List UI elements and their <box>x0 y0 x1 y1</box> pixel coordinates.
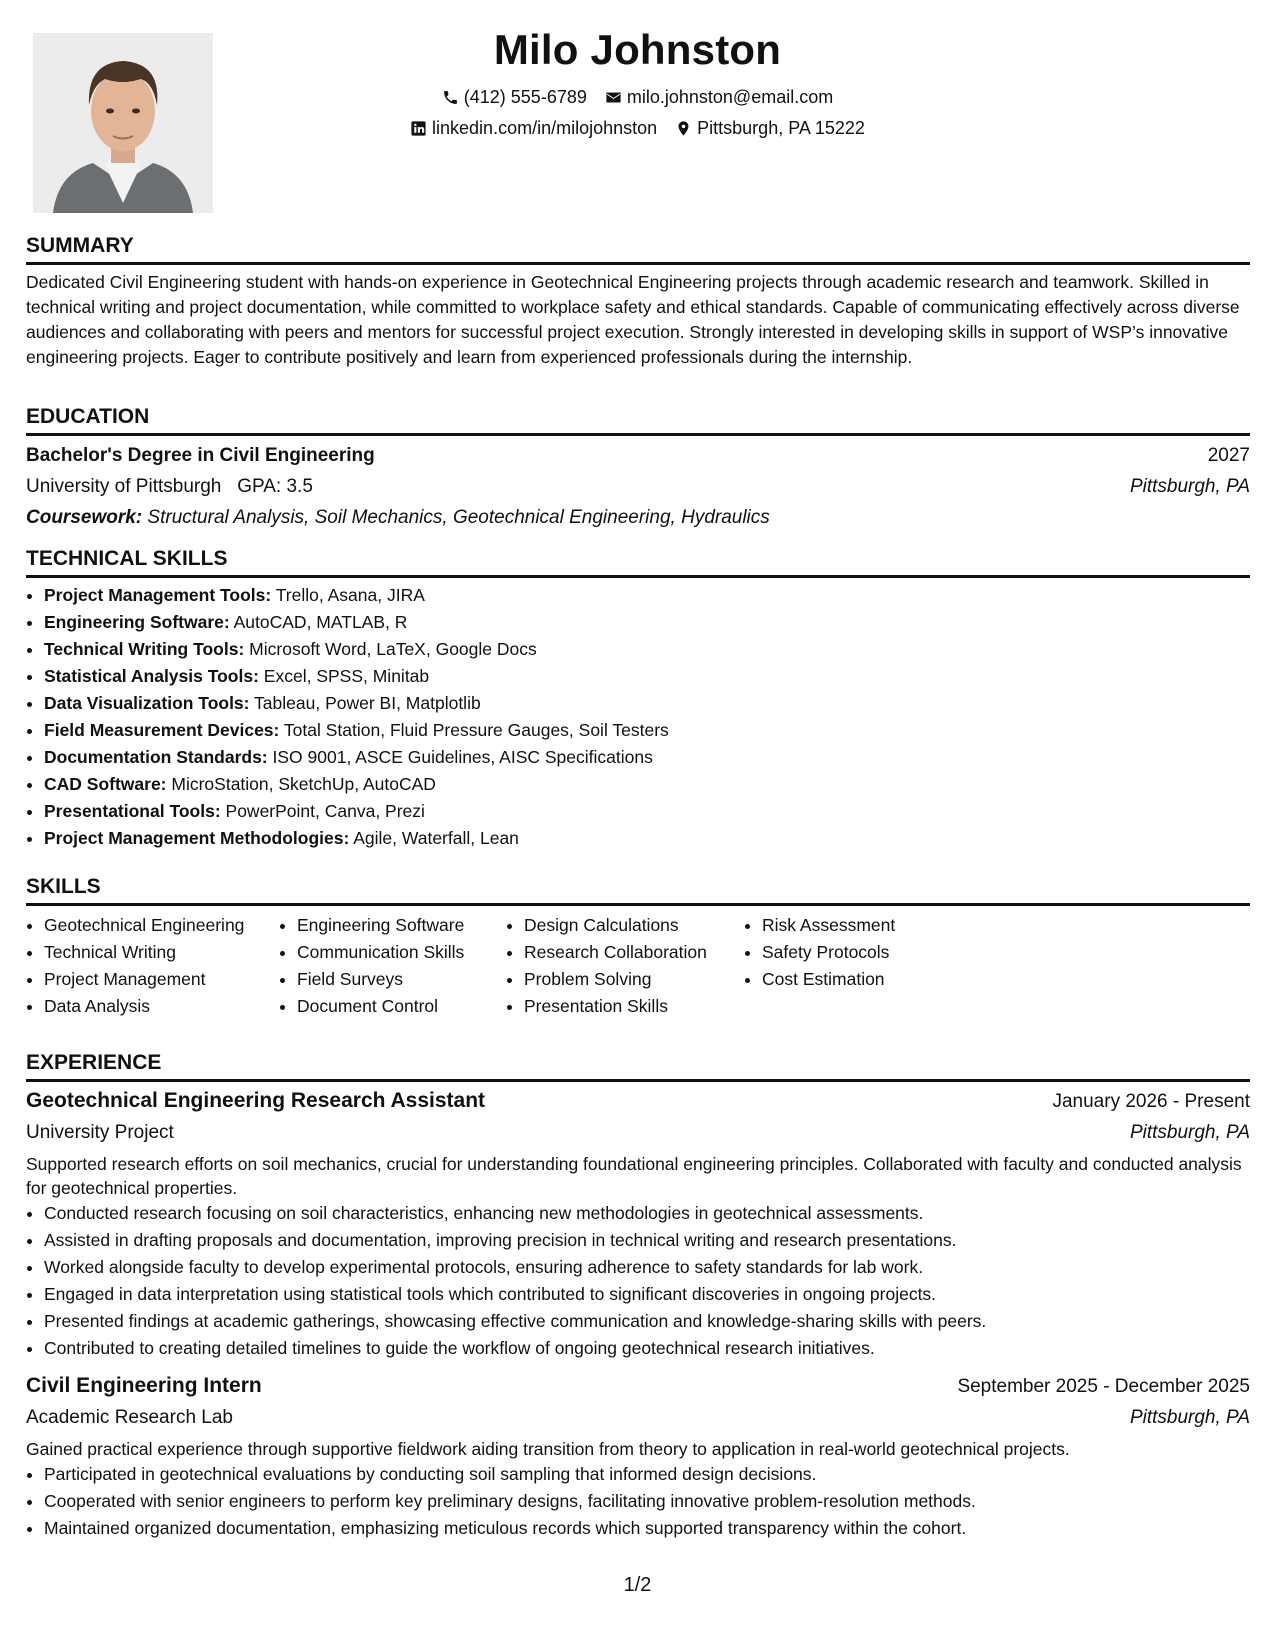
page-number: 1/2 <box>623 1574 652 1596</box>
school-location: Pittsburgh, PA <box>1129 476 1250 497</box>
list-item <box>44 582 1250 609</box>
skills-column-4 <box>744 912 962 1020</box>
job-location: Pittsburgh, PA <box>1129 1122 1250 1143</box>
contact-line-1 <box>0 82 1275 113</box>
phone-icon <box>442 89 459 106</box>
list-item: • Cooperated with senior engineers to perform key preliminary designs, facilitating innovative problem-resolution methods. <box>44 1488 1250 1515</box>
contact-line-2 <box>0 113 1275 144</box>
skill-category: Data Visualization Tools: <box>44 693 250 713</box>
degree-name: Bachelor's Degree in Civil Engineering <box>26 445 375 466</box>
job-entry <box>26 1084 1250 1362</box>
list-item: • Contributed to creating detailed timelines to guide the workflow of ongoing geotechnical research initiatives. <box>44 1335 1250 1362</box>
education-section <box>26 404 1250 533</box>
list-item: • Communication Skills <box>297 939 506 966</box>
skill-values: PowerPoint, Canva, Prezi <box>225 801 425 821</box>
skill-values: ISO 9001, ASCE Guidelines, AISC Specifications <box>272 747 653 767</box>
job-title: Geotechnical Engineering Research Assistant <box>26 1089 486 1112</box>
list-item: • Engaged in data interpretation using statistical tools which contributed to significant discoveries in ongoing projects. <box>44 1281 1250 1308</box>
skill-category: Presentational Tools: <box>44 801 221 821</box>
list-item: • Assisted in drafting proposals and documentation, improving precision in technical writing and research presentations. <box>44 1227 1250 1254</box>
skill-category: Project Management Tools: <box>44 585 272 605</box>
education-title: EDUCATION <box>26 404 1250 436</box>
job-org-row <box>26 1118 1250 1147</box>
technical-skills-list <box>26 582 1250 852</box>
list-item: • Risk Assessment <box>762 912 962 939</box>
job-entry <box>26 1369 1250 1542</box>
skill-category: Documentation Standards: <box>44 747 268 767</box>
job-description: Supported research efforts on soil mechanics, crucial for understanding foundational engineering principles. Collaborated with faculty and conducted analysis for geotechnical properties. <box>26 1154 1242 1198</box>
experience-title: EXPERIENCE <box>26 1050 1250 1082</box>
graduation-year: 2027 <box>1207 445 1250 466</box>
resume-header <box>0 18 1275 144</box>
list-item: • Research Collaboration <box>524 939 744 966</box>
list-item <box>44 744 1250 771</box>
coursework-line <box>26 502 1250 533</box>
linkedin-contact[interactable] <box>410 113 657 144</box>
list-item: • Problem Solving <box>524 966 744 993</box>
summary-text: Dedicated Civil Engineering student with hands-on experience in Geotechnical Engineering projects through academic research and teamwork. Skilled in technical writing and project documentation, while committed to workplace safety and ethical standards. Capable of communicating effectively across diverse audiences and collaborating with peers and mentors for successful project execution. Strongly interested in developing skills in support of WSP’s innovative engineering projects. Eager to contribute positively and learn from experienced professionals during the internship. <box>26 272 1240 367</box>
list-item <box>44 771 1250 798</box>
school-line <box>26 471 313 502</box>
coursework-text: Structural Analysis, Soil Mechanics, Geotechnical Engineering, Hydraulics <box>147 507 770 528</box>
summary-title: SUMMARY <box>26 233 1250 265</box>
job-organization: Academic Research Lab <box>26 1407 233 1428</box>
list-item: • Document Control <box>297 993 506 1020</box>
job-description: Gained practical experience through supportive fieldwork aiding transition from theory to application in real-world geotechnical projects. <box>26 1439 1070 1459</box>
candidate-name: Milo Johnston <box>493 26 782 73</box>
list-item: • Maintained organized documentation, emphasizing meticulous records which supported transparency within the cohort. <box>44 1515 1250 1542</box>
technical-skills-title: TECHNICAL SKILLS <box>26 546 1250 578</box>
list-item <box>44 609 1250 636</box>
job-title-row <box>26 1084 1250 1118</box>
education-school-row <box>26 471 1250 502</box>
list-item <box>44 798 1250 825</box>
job-title: Civil Engineering Intern <box>26 1374 262 1397</box>
skill-values: MicroStation, SketchUp, AutoCAD <box>171 774 436 794</box>
location-text: Pittsburgh, PA 15222 <box>697 118 865 138</box>
email-text[interactable]: milo.johnston@email.com <box>626 87 834 107</box>
list-item: • Conducted research focusing on soil characteristics, enhancing new methodologies in geotechnical assessments. <box>44 1200 1250 1227</box>
list-item: • Geotechnical Engineering <box>44 912 279 939</box>
summary-section <box>26 233 1250 370</box>
phone-text: (412) 555-6789 <box>463 87 587 107</box>
skill-values: Microsoft Word, LaTeX, Google Docs <box>249 639 537 659</box>
skill-category: Statistical Analysis Tools: <box>44 666 259 686</box>
job-dates: September 2025 - December 2025 <box>957 1376 1250 1397</box>
list-item: • Project Management <box>44 966 279 993</box>
job-organization: University Project <box>26 1122 174 1143</box>
list-item: • Cost Estimation <box>762 966 962 993</box>
job-bullets <box>26 1461 1250 1542</box>
list-item: • Safety Protocols <box>762 939 962 966</box>
skills-section <box>26 874 1250 1020</box>
skills-column-2 <box>279 912 506 1020</box>
skill-category: CAD Software: <box>44 774 167 794</box>
list-item: • Engineering Software <box>297 912 506 939</box>
school-name: University of Pittsburgh <box>26 476 222 497</box>
list-item <box>44 825 1250 852</box>
skill-category: Technical Writing Tools: <box>44 639 245 659</box>
list-item: • Field Surveys <box>297 966 506 993</box>
skill-values: Excel, SPSS, Minitab <box>263 666 430 686</box>
job-bullets <box>26 1200 1250 1362</box>
education-degree-row <box>26 440 1250 471</box>
email-contact[interactable] <box>605 82 833 113</box>
skill-values: AutoCAD, MATLAB, R <box>233 612 408 632</box>
skills-column-3 <box>506 912 744 1020</box>
skill-category: Engineering Software: <box>44 612 230 632</box>
experience-section <box>26 1050 1250 1542</box>
list-item <box>44 663 1250 690</box>
list-item: • Presentation Skills <box>524 993 744 1020</box>
skill-values: Agile, Waterfall, Lean <box>353 828 519 848</box>
job-title-row <box>26 1369 1250 1403</box>
list-item: • Participated in geotechnical evaluations by conducting soil sampling that informed design decisions. <box>44 1461 1250 1488</box>
technical-skills-section <box>26 546 1250 852</box>
job-location: Pittsburgh, PA <box>1129 1407 1250 1428</box>
skill-category: Field Measurement Devices: <box>44 720 280 740</box>
list-item <box>44 636 1250 663</box>
list-item: • Technical Writing <box>44 939 279 966</box>
linkedin-text[interactable]: linkedin.com/in/milojohnston <box>432 118 658 138</box>
job-dates: January 2026 - Present <box>1052 1091 1250 1112</box>
linkedin-icon <box>410 120 427 137</box>
location-contact <box>675 113 865 144</box>
envelope-icon <box>605 89 622 106</box>
list-item: • Worked alongside faculty to develop experimental protocols, ensuring adherence to safety standards for lab work. <box>44 1254 1250 1281</box>
skill-category: Project Management Methodologies: <box>44 828 350 848</box>
skill-values: Tableau, Power BI, Matplotlib <box>254 693 481 713</box>
skill-values: Trello, Asana, JIRA <box>275 585 425 605</box>
phone-contact <box>442 82 587 113</box>
skill-values: Total Station, Fluid Pressure Gauges, Soil Testers <box>283 720 669 740</box>
skills-column-1 <box>26 912 279 1020</box>
coursework-label: Coursework: <box>26 507 143 528</box>
list-item: • Design Calculations <box>524 912 744 939</box>
skills-grid <box>26 912 1250 1020</box>
list-item <box>44 717 1250 744</box>
skills-title: SKILLS <box>26 874 1250 906</box>
job-org-row <box>26 1403 1250 1432</box>
list-item: • Presented findings at academic gatherings, showcasing effective communication and knowledge-sharing skills with peers. <box>44 1308 1250 1335</box>
list-item: • Data Analysis <box>44 993 279 1020</box>
gpa: GPA: 3.5 <box>237 476 313 497</box>
map-pin-icon <box>675 120 692 137</box>
list-item <box>44 690 1250 717</box>
